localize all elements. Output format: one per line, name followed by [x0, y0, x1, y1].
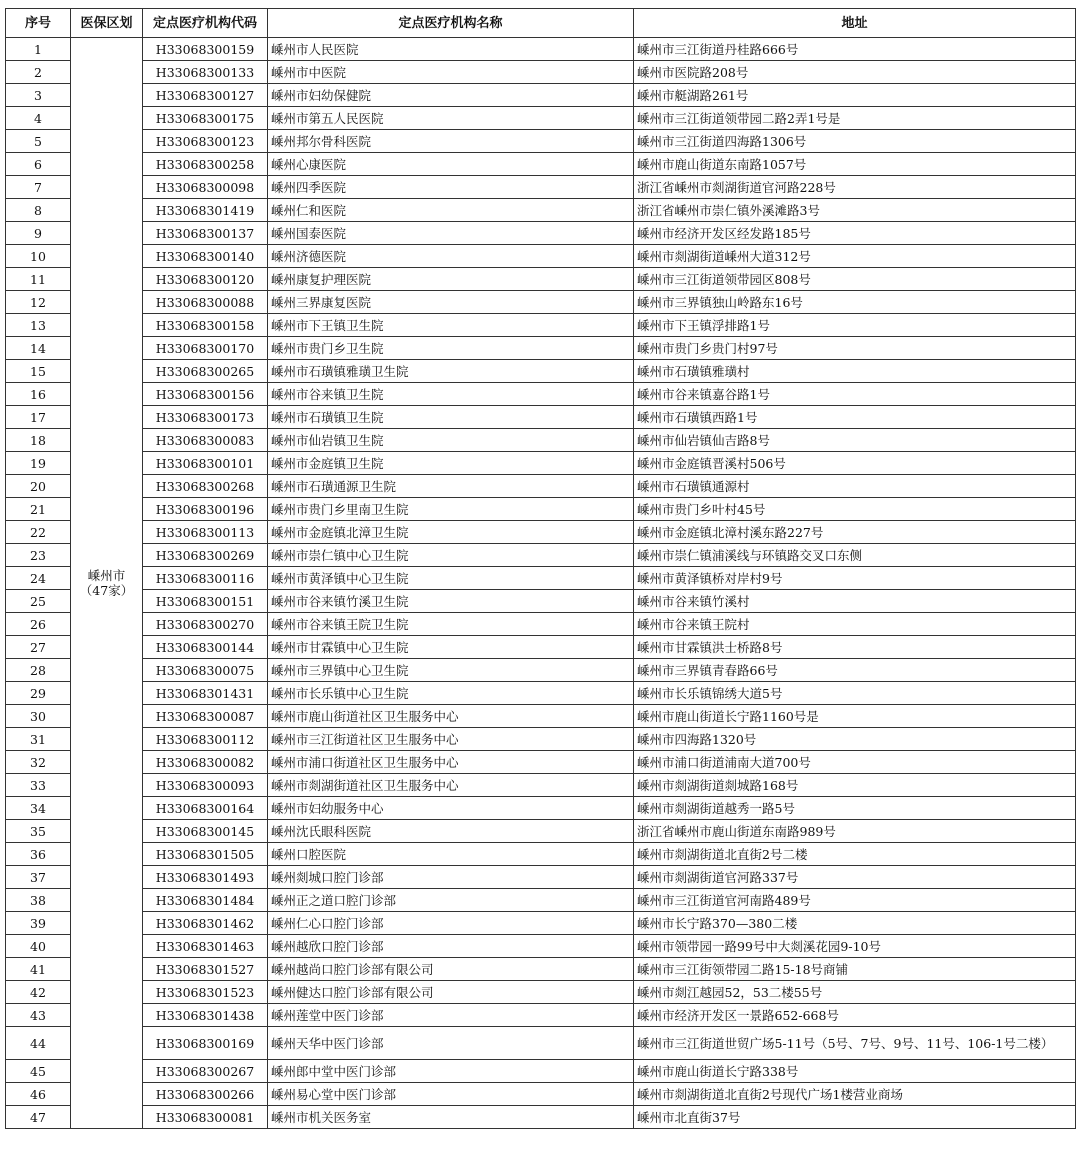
row-seq: 38	[6, 889, 71, 912]
row-code: H33068300268	[143, 475, 268, 498]
row-code: H33068301431	[143, 682, 268, 705]
table-row	[6, 107, 1076, 130]
row-seq: 15	[6, 360, 71, 383]
row-name: 嵊州邦尔骨科医院	[268, 130, 634, 153]
row-seq: 16	[6, 383, 71, 406]
row-name: 嵊州心康医院	[268, 153, 634, 176]
row-address: 嵊州市甘霖镇洪士桥路8号	[634, 636, 1076, 659]
row-code: H33068300112	[143, 728, 268, 751]
table-body	[6, 38, 1076, 1129]
row-code: H33068301493	[143, 866, 268, 889]
table-row	[6, 843, 1076, 866]
row-code: H33068300151	[143, 590, 268, 613]
row-code: H33068300123	[143, 130, 268, 153]
row-address: 嵊州市谷来镇嘉谷路1号	[634, 383, 1076, 406]
row-code: H33068301523	[143, 981, 268, 1004]
row-code: H33068300266	[143, 1083, 268, 1106]
row-code: H33068300175	[143, 107, 268, 130]
header-row	[6, 9, 1076, 38]
row-seq: 20	[6, 475, 71, 498]
header-address: 地址	[634, 9, 1076, 38]
row-seq: 7	[6, 176, 71, 199]
row-address: 嵊州市黄泽镇桥对岸村9号	[634, 567, 1076, 590]
row-name: 嵊州市长乐镇中心卫生院	[268, 682, 634, 705]
row-seq: 13	[6, 314, 71, 337]
row-code: H33068300196	[143, 498, 268, 521]
row-address: 嵊州市石璜镇通源村	[634, 475, 1076, 498]
row-code: H33068301463	[143, 935, 268, 958]
row-address: 浙江省嵊州市崇仁镇外溪滩路3号	[634, 199, 1076, 222]
row-address: 嵊州市剡湖街道北直街2号二楼	[634, 843, 1076, 866]
row-name: 嵊州市谷来镇竹溪卫生院	[268, 590, 634, 613]
row-code: H33068301505	[143, 843, 268, 866]
row-seq: 23	[6, 544, 71, 567]
row-address: 嵊州市鹿山街道长宁路338号	[634, 1060, 1076, 1083]
row-name: 嵊州市浦口街道社区卫生服务中心	[268, 751, 634, 774]
row-address: 嵊州市谷来镇竹溪村	[634, 590, 1076, 613]
row-seq: 30	[6, 705, 71, 728]
table-row	[6, 889, 1076, 912]
table-row	[6, 222, 1076, 245]
row-code: H33068300169	[143, 1027, 268, 1060]
table-row	[6, 636, 1076, 659]
row-address: 嵊州市剡湖街道嵊州大道312号	[634, 245, 1076, 268]
row-name: 嵊州易心堂中医门诊部	[268, 1083, 634, 1106]
table-row	[6, 521, 1076, 544]
row-seq: 44	[6, 1027, 71, 1060]
row-address: 嵊州市剡江越园52，53二楼55号	[634, 981, 1076, 1004]
table-row	[6, 268, 1076, 291]
row-seq: 3	[6, 84, 71, 107]
row-seq: 43	[6, 1004, 71, 1027]
row-name: 嵊州市金庭镇北漳卫生院	[268, 521, 634, 544]
row-address: 嵊州市金庭镇北漳村溪东路227号	[634, 521, 1076, 544]
table-row	[6, 1060, 1076, 1083]
row-address: 嵊州市剡湖街道越秀一路5号	[634, 797, 1076, 820]
row-code: H33068300265	[143, 360, 268, 383]
table-row	[6, 820, 1076, 843]
row-seq: 33	[6, 774, 71, 797]
row-code: H33068301419	[143, 199, 268, 222]
row-seq: 21	[6, 498, 71, 521]
row-seq: 5	[6, 130, 71, 153]
row-code: H33068300173	[143, 406, 268, 429]
table-row	[6, 314, 1076, 337]
row-code: H33068300140	[143, 245, 268, 268]
row-seq: 27	[6, 636, 71, 659]
row-name: 嵊州剡城口腔门诊部	[268, 866, 634, 889]
table-row	[6, 1027, 1076, 1060]
row-address: 嵊州市三江街道四海路1306号	[634, 130, 1076, 153]
table-row	[6, 475, 1076, 498]
row-name: 嵊州四季医院	[268, 176, 634, 199]
row-code: H33068300156	[143, 383, 268, 406]
row-seq: 4	[6, 107, 71, 130]
table-row	[6, 728, 1076, 751]
row-address: 嵊州市三界镇独山岭路东16号	[634, 291, 1076, 314]
table-row	[6, 383, 1076, 406]
row-address: 嵊州市北直街37号	[634, 1106, 1076, 1129]
row-code: H33068301484	[143, 889, 268, 912]
table-row	[6, 705, 1076, 728]
row-seq: 2	[6, 61, 71, 84]
row-seq: 31	[6, 728, 71, 751]
row-name: 嵊州市中医院	[268, 61, 634, 84]
row-name: 嵊州市妇幼服务中心	[268, 797, 634, 820]
row-name: 嵊州市机关医务室	[268, 1106, 634, 1129]
row-name: 嵊州市仙岩镇卫生院	[268, 429, 634, 452]
row-address: 嵊州市四海路1320号	[634, 728, 1076, 751]
row-name: 嵊州莲堂中医门诊部	[268, 1004, 634, 1027]
row-address: 嵊州市剡湖街道剡城路168号	[634, 774, 1076, 797]
row-seq: 28	[6, 659, 71, 682]
row-seq: 46	[6, 1083, 71, 1106]
row-name: 嵊州市甘霖镇中心卫生院	[268, 636, 634, 659]
row-name: 嵊州郎中堂中医门诊部	[268, 1060, 634, 1083]
row-address: 嵊州市经济开发区一景路652-668号	[634, 1004, 1076, 1027]
row-address: 嵊州市三江街道官河南路489号	[634, 889, 1076, 912]
row-address: 嵊州市三江街领带园二路15-18号商铺	[634, 958, 1076, 981]
row-name: 嵊州国泰医院	[268, 222, 634, 245]
table-row	[6, 360, 1076, 383]
row-code: H33068300075	[143, 659, 268, 682]
header-seq: 序号	[6, 9, 71, 38]
row-seq: 1	[6, 38, 71, 61]
table-row	[6, 84, 1076, 107]
row-seq: 36	[6, 843, 71, 866]
table-row	[6, 406, 1076, 429]
row-code: H33068301462	[143, 912, 268, 935]
hospital-table	[5, 8, 1076, 1129]
row-address: 嵊州市剡湖街道官河路337号	[634, 866, 1076, 889]
row-address: 嵊州市下王镇浮排路1号	[634, 314, 1076, 337]
row-seq: 24	[6, 567, 71, 590]
table-row	[6, 1083, 1076, 1106]
row-name: 嵊州市谷来镇卫生院	[268, 383, 634, 406]
row-name: 嵊州越欣口腔门诊部	[268, 935, 634, 958]
row-address: 嵊州市仙岩镇仙吉路8号	[634, 429, 1076, 452]
table-row	[6, 1106, 1076, 1129]
row-seq: 37	[6, 866, 71, 889]
row-code: H33068300083	[143, 429, 268, 452]
table-row	[6, 337, 1076, 360]
row-address: 嵊州市谷来镇王院村	[634, 613, 1076, 636]
row-address: 嵊州市金庭镇晋溪村506号	[634, 452, 1076, 475]
row-code: H33068300101	[143, 452, 268, 475]
table-row	[6, 751, 1076, 774]
row-address: 浙江省嵊州市剡湖街道官河路228号	[634, 176, 1076, 199]
row-address: 嵊州市鹿山街道长宁路1160号是	[634, 705, 1076, 728]
row-seq: 9	[6, 222, 71, 245]
table-row	[6, 567, 1076, 590]
row-seq: 42	[6, 981, 71, 1004]
row-address: 嵊州市三界镇青春路66号	[634, 659, 1076, 682]
row-seq: 40	[6, 935, 71, 958]
row-name: 嵊州市贵门乡里南卫生院	[268, 498, 634, 521]
row-address: 嵊州市三江街道丹桂路666号	[634, 38, 1076, 61]
table-row	[6, 866, 1076, 889]
table-row	[6, 613, 1076, 636]
table-row	[6, 981, 1076, 1004]
region-name: 嵊州市	[87, 568, 126, 583]
row-name: 嵊州市鹿山街道社区卫生服务中心	[268, 705, 634, 728]
row-code: H33068300145	[143, 820, 268, 843]
row-code: H33068300133	[143, 61, 268, 84]
row-address: 嵊州市石璜镇西路1号	[634, 406, 1076, 429]
header-code: 定点医疗机构代码	[143, 9, 268, 38]
row-code: H33068300120	[143, 268, 268, 291]
row-name: 嵊州市贵门乡卫生院	[268, 337, 634, 360]
row-seq: 6	[6, 153, 71, 176]
row-name: 嵊州越尚口腔门诊部有限公司	[268, 958, 634, 981]
row-address: 嵊州市石璜镇雅璜村	[634, 360, 1076, 383]
row-code: H33068300088	[143, 291, 268, 314]
table-row	[6, 452, 1076, 475]
header-region: 医保区划	[71, 9, 143, 38]
row-name: 嵊州市三界镇中心卫生院	[268, 659, 634, 682]
row-seq: 8	[6, 199, 71, 222]
row-address: 浙江省嵊州市鹿山街道东南路989号	[634, 820, 1076, 843]
row-name: 嵊州仁心口腔门诊部	[268, 912, 634, 935]
row-code: H33068300144	[143, 636, 268, 659]
row-address: 嵊州市浦口街道浦南大道700号	[634, 751, 1076, 774]
row-code: H33068300137	[143, 222, 268, 245]
table-row	[6, 176, 1076, 199]
table-row	[6, 958, 1076, 981]
row-name: 嵊州沈氏眼科医院	[268, 820, 634, 843]
row-code: H33068300082	[143, 751, 268, 774]
row-code: H33068300113	[143, 521, 268, 544]
row-address: 嵊州市贵门乡贵门村97号	[634, 337, 1076, 360]
table-row	[6, 659, 1076, 682]
table-row	[6, 797, 1076, 820]
table-row	[6, 245, 1076, 268]
row-code: H33068300170	[143, 337, 268, 360]
row-code: H33068300116	[143, 567, 268, 590]
row-seq: 19	[6, 452, 71, 475]
row-code: H33068300270	[143, 613, 268, 636]
row-seq: 41	[6, 958, 71, 981]
row-seq: 34	[6, 797, 71, 820]
row-code: H33068300164	[143, 797, 268, 820]
row-address: 嵊州市长宁路370—380二楼	[634, 912, 1076, 935]
row-address: 嵊州市崇仁镇浦溪线与环镇路交叉口东侧	[634, 544, 1076, 567]
row-seq: 10	[6, 245, 71, 268]
row-address: 嵊州市三江街道领带园区808号	[634, 268, 1076, 291]
row-code: H33068301438	[143, 1004, 268, 1027]
row-name: 嵊州三界康复医院	[268, 291, 634, 314]
row-name: 嵊州市谷来镇王院卫生院	[268, 613, 634, 636]
row-name: 嵊州正之道口腔门诊部	[268, 889, 634, 912]
row-address: 嵊州市经济开发区经发路185号	[634, 222, 1076, 245]
table-row	[6, 429, 1076, 452]
row-name: 嵊州市石璜通源卫生院	[268, 475, 634, 498]
row-address: 嵊州市医院路208号	[634, 61, 1076, 84]
row-code: H33068300098	[143, 176, 268, 199]
row-name: 嵊州健达口腔门诊部有限公司	[268, 981, 634, 1004]
row-name: 嵊州市妇幼保健院	[268, 84, 634, 107]
row-name: 嵊州市剡湖街道社区卫生服务中心	[268, 774, 634, 797]
row-name: 嵊州市下王镇卫生院	[268, 314, 634, 337]
row-code: H33068300267	[143, 1060, 268, 1083]
table-row	[6, 38, 1076, 61]
row-seq: 17	[6, 406, 71, 429]
table-row	[6, 1004, 1076, 1027]
row-seq: 35	[6, 820, 71, 843]
region-cell	[71, 38, 143, 1129]
table-row	[6, 61, 1076, 84]
region-count: （47家）	[79, 583, 134, 598]
row-seq: 12	[6, 291, 71, 314]
table-row	[6, 544, 1076, 567]
row-address: 嵊州市鹿山街道东南路1057号	[634, 153, 1076, 176]
header-name: 定点医疗机构名称	[268, 9, 634, 38]
table-row	[6, 130, 1076, 153]
table-row	[6, 498, 1076, 521]
row-code: H33068300081	[143, 1106, 268, 1129]
table-row	[6, 682, 1076, 705]
table-row	[6, 291, 1076, 314]
row-name: 嵊州市崇仁镇中心卫生院	[268, 544, 634, 567]
row-seq: 47	[6, 1106, 71, 1129]
row-seq: 25	[6, 590, 71, 613]
row-seq: 29	[6, 682, 71, 705]
row-address: 嵊州市三江街道世贸广场5-11号（5号、7号、9号、11号、106-1号二楼）	[634, 1027, 1076, 1060]
table-row	[6, 935, 1076, 958]
row-name: 嵊州市黄泽镇中心卫生院	[268, 567, 634, 590]
row-name: 嵊州市三江街道社区卫生服务中心	[268, 728, 634, 751]
row-seq: 45	[6, 1060, 71, 1083]
row-seq: 32	[6, 751, 71, 774]
table-row	[6, 153, 1076, 176]
row-name: 嵊州仁和医院	[268, 199, 634, 222]
row-address: 嵊州市剡湖街道北直街2号现代广场1楼营业商场	[634, 1083, 1076, 1106]
row-code: H33068300087	[143, 705, 268, 728]
row-name: 嵊州康复护理医院	[268, 268, 634, 291]
row-address: 嵊州市贵门乡叶村45号	[634, 498, 1076, 521]
row-seq: 18	[6, 429, 71, 452]
row-code: H33068300093	[143, 774, 268, 797]
row-seq: 11	[6, 268, 71, 291]
table-row	[6, 774, 1076, 797]
table-row	[6, 199, 1076, 222]
row-name: 嵊州口腔医院	[268, 843, 634, 866]
table-row	[6, 912, 1076, 935]
row-address: 嵊州市艇湖路261号	[634, 84, 1076, 107]
row-seq: 14	[6, 337, 71, 360]
row-name: 嵊州市第五人民医院	[268, 107, 634, 130]
row-code: H33068300159	[143, 38, 268, 61]
row-name: 嵊州市石璜镇雅璜卫生院	[268, 360, 634, 383]
row-address: 嵊州市长乐镇锦绣大道5号	[634, 682, 1076, 705]
row-code: H33068300269	[143, 544, 268, 567]
row-seq: 22	[6, 521, 71, 544]
row-code: H33068300127	[143, 84, 268, 107]
row-name: 嵊州天华中医门诊部	[268, 1027, 634, 1060]
table-row	[6, 590, 1076, 613]
row-code: H33068300258	[143, 153, 268, 176]
row-name: 嵊州市石璜镇卫生院	[268, 406, 634, 429]
row-seq: 39	[6, 912, 71, 935]
row-address: 嵊州市三江街道领带园二路2弄1号是	[634, 107, 1076, 130]
row-address: 嵊州市领带园一路99号中大剡溪花园9-10号	[634, 935, 1076, 958]
row-code: H33068300158	[143, 314, 268, 337]
row-name: 嵊州市人民医院	[268, 38, 634, 61]
row-name: 嵊州济德医院	[268, 245, 634, 268]
row-code: H33068301527	[143, 958, 268, 981]
row-name: 嵊州市金庭镇卫生院	[268, 452, 634, 475]
row-seq: 26	[6, 613, 71, 636]
